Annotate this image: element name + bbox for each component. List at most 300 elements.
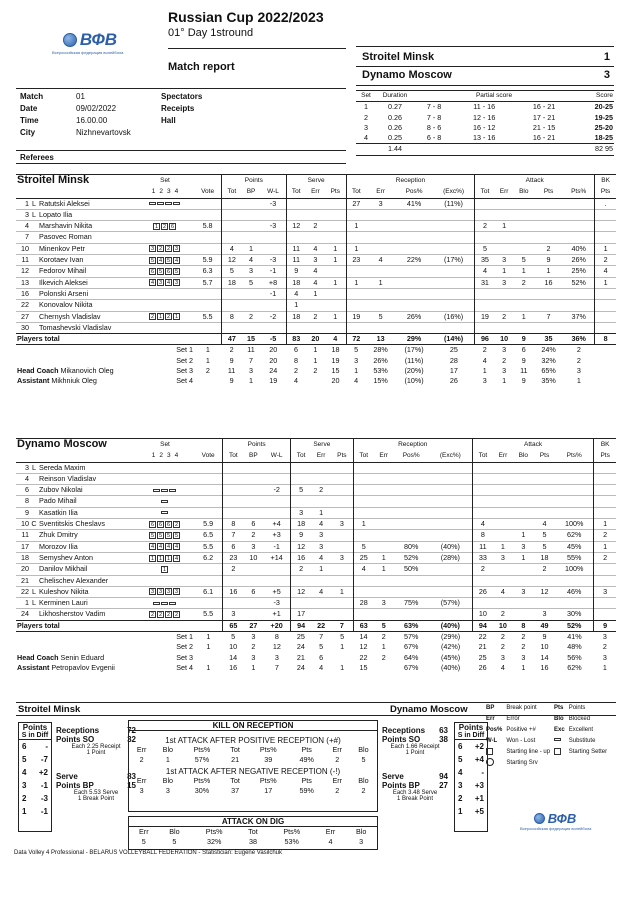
stat-cell	[311, 575, 331, 586]
points-won-cell: 67%	[404, 642, 419, 652]
stat-cell: 1	[333, 311, 338, 321]
stat-cell	[563, 232, 594, 243]
head-coach: Senin Eduard	[60, 652, 105, 662]
serve-header: Serve	[291, 439, 354, 452]
stat-cell	[534, 473, 555, 484]
stat-cell	[353, 609, 374, 620]
match-label: Match	[20, 92, 44, 101]
stat-cell	[291, 473, 312, 484]
stat-cell	[472, 485, 493, 496]
player-number: 8	[25, 496, 29, 506]
stat-cell	[433, 300, 475, 311]
stat-cell: 9	[546, 255, 551, 265]
player-role	[30, 266, 38, 277]
total-cell: 4	[325, 334, 346, 345]
summary-cell: Blo	[358, 775, 369, 785]
stat-cell: 1	[500, 541, 505, 551]
points-won-cell: 1	[251, 662, 256, 672]
points-header: Points	[222, 175, 286, 188]
points-won-cell: (17%)	[404, 345, 424, 355]
stat-cell: -3	[273, 598, 280, 608]
points-header: Points	[223, 439, 291, 452]
stat-cell	[555, 496, 594, 507]
stat-cell	[263, 564, 290, 575]
stat-cell	[331, 496, 353, 507]
total-cell: 94	[472, 620, 493, 631]
stat-cell: -2	[273, 485, 280, 495]
player-number: 1	[25, 598, 29, 608]
rotation-number: 1	[458, 807, 463, 816]
stat-cell	[563, 300, 594, 311]
points-won-cell: 8	[274, 632, 279, 642]
result-team1: Stroitel Minsk	[362, 51, 435, 63]
stat-cell: 1	[595, 243, 616, 254]
player-number: 22	[21, 586, 29, 596]
stat-cell	[429, 575, 472, 586]
rotation-number: 3	[22, 781, 27, 790]
player-number: 11	[21, 255, 29, 265]
stat-cell	[331, 564, 353, 575]
stat-cell: 25	[353, 552, 374, 563]
stat-cell: 3	[381, 598, 386, 608]
player-name: Marshavin Nikita	[39, 221, 93, 231]
points-won-cell: 7	[319, 632, 324, 642]
stat-cell: 2	[249, 311, 254, 321]
left-each3: Each 5.53 Serve	[73, 790, 119, 796]
player-number: 11	[21, 530, 29, 540]
starting-lineup-icon: 5	[166, 532, 171, 539]
stat-cell: 6	[251, 519, 256, 529]
points-won-cell: 41%	[567, 632, 582, 642]
stat-cell: 52%	[404, 552, 419, 562]
starting-lineup-icon: 2	[166, 246, 171, 253]
stat-cell	[514, 288, 534, 299]
player-row	[16, 586, 616, 597]
head-coach-label: Head Coach	[17, 652, 59, 662]
stat-cell	[594, 473, 616, 484]
stat-cell: 1	[333, 255, 338, 265]
stat-cell	[495, 243, 514, 254]
stat-cell: 3	[339, 552, 344, 562]
stat-cell: 41%	[406, 198, 422, 208]
total-cell: 63%	[394, 620, 429, 631]
stat-cell: 3	[251, 541, 256, 551]
stat-cell	[286, 209, 306, 220]
stat-cell	[263, 496, 290, 507]
player-name: Semyshev Anton	[39, 552, 93, 562]
set-markers	[149, 587, 181, 596]
summary-cell: 38	[248, 837, 257, 847]
total-cell: +20	[263, 620, 290, 631]
stat-cell: 27	[346, 198, 366, 209]
stat-cell: (57%)	[440, 598, 460, 608]
left-serve: 83	[127, 772, 136, 781]
col-pos: Pos%	[395, 187, 433, 198]
player-role	[30, 322, 38, 333]
stat-cell: 4	[500, 586, 505, 596]
stat-cell	[374, 507, 394, 518]
stat-cell: 8	[472, 530, 493, 541]
points-won-cell: Set 3	[176, 652, 193, 662]
stat-cell	[374, 519, 394, 530]
stat-cell	[514, 209, 534, 220]
players-total-label: Players total	[16, 620, 223, 631]
right-serve: 94	[439, 772, 448, 781]
stat-cell	[534, 485, 555, 496]
stat-cell	[534, 209, 563, 220]
legend-key	[484, 746, 504, 757]
col-pts: Pts	[325, 187, 346, 198]
stat-cell	[194, 473, 223, 484]
stat-cell	[433, 209, 475, 220]
stat-cell	[242, 221, 261, 232]
points-won-cell: 4	[293, 376, 298, 386]
set-markers	[149, 609, 181, 618]
stat-cell: 7	[223, 530, 244, 541]
col-bp: BP	[242, 187, 261, 198]
points-won-cell: 3	[500, 652, 505, 662]
starting-setter-icon	[554, 748, 561, 755]
stat-cell	[594, 564, 616, 575]
starting-server-icon	[486, 758, 494, 766]
match-city: Nizhnevartovsk	[76, 128, 131, 137]
left-pointsso-label: Points SO	[56, 735, 95, 744]
points-won-row	[16, 663, 616, 673]
points-won-cell: 14	[359, 632, 368, 642]
stat-cell: 3	[594, 586, 616, 597]
city-label: City	[20, 128, 36, 137]
points-won-cell: 2	[521, 642, 526, 652]
stat-cell	[286, 322, 306, 333]
player-role	[30, 575, 38, 586]
player-number: 10	[21, 243, 29, 253]
stat-cell	[194, 243, 222, 254]
stat-cell: 3	[521, 586, 526, 596]
summary-cell: 39	[264, 755, 273, 765]
stat-cell	[194, 198, 222, 209]
stat-cell: 11	[472, 541, 493, 552]
points-won-cell: 2	[502, 355, 507, 365]
stat-cell	[394, 586, 429, 597]
set-markers	[149, 255, 181, 264]
summary-cell: 2	[335, 785, 340, 795]
points-won-cell: 62%	[567, 662, 582, 672]
points-won-cell: 22	[478, 632, 487, 642]
stat-cell: 50%	[404, 564, 419, 574]
stat-cell: 1	[333, 277, 338, 287]
legend-key: Pos%	[486, 726, 503, 733]
points-won-cell	[194, 653, 223, 663]
starting-lineup-icon: 4	[158, 544, 163, 551]
stat-cell	[495, 198, 514, 209]
points-won-cell: 3	[602, 632, 607, 642]
starting-lineup-icon: 6	[170, 223, 175, 230]
stat-cell: 1	[381, 552, 386, 562]
set-number: 2	[159, 452, 163, 460]
stat-cell: 4	[313, 266, 318, 276]
points-won-cell: 4	[500, 662, 505, 672]
stat-cell: 1	[319, 507, 324, 517]
result-team2: Dynamo Moscow	[362, 69, 452, 81]
stat-cell	[325, 198, 346, 209]
stat-cell: 1	[346, 221, 366, 232]
points-won-row	[16, 345, 616, 356]
player-number: 3	[25, 209, 29, 219]
total-cell: 49	[534, 620, 555, 631]
rotation-diff: -	[45, 742, 48, 751]
summary-cell: Pts%	[193, 745, 211, 754]
stat-cell: 40%	[571, 243, 586, 253]
match-time: 16.00.00	[76, 116, 108, 125]
player-name: Chernysh Vladislav	[39, 311, 101, 321]
stat-cell: 75%	[404, 598, 419, 608]
stat-cell: 2	[223, 564, 244, 575]
player-row	[16, 221, 616, 232]
player-role: C	[31, 519, 37, 529]
substitute-icon	[157, 202, 164, 205]
stat-cell	[475, 300, 495, 311]
set-cell: 16 - 21	[532, 133, 556, 143]
set-cell: 0.26	[388, 122, 402, 132]
points-won-row	[16, 366, 616, 376]
legend-key	[552, 735, 567, 746]
stat-cell: 1	[313, 288, 318, 298]
stat-cell	[395, 209, 433, 220]
set-cell: 1	[364, 102, 368, 112]
right-each2: 1 Point	[405, 750, 425, 756]
stat-cell	[513, 598, 534, 609]
points-won-cell: 8	[293, 355, 298, 365]
stat-cell	[331, 530, 353, 541]
stat-cell: 3	[319, 541, 324, 551]
player-number: 13	[21, 277, 29, 287]
stat-cell	[263, 507, 290, 518]
stat-cell: 30%	[567, 609, 582, 619]
stat-cell: 1	[286, 300, 306, 311]
total-cell: 94	[291, 620, 312, 631]
stat-cell	[291, 575, 312, 586]
substitute-icon	[165, 202, 172, 205]
player-row	[16, 507, 616, 518]
rotation-row	[455, 766, 487, 779]
logo-subtitle: Всероссийская федерация волейбола	[52, 50, 124, 55]
set-markers	[149, 266, 181, 275]
summary-cell: Pts%	[193, 775, 211, 785]
rotation-diff: -3	[40, 794, 48, 803]
col-tot: Tot	[472, 451, 493, 462]
starting-lineup-icon: 5	[174, 268, 179, 275]
date-label: Date	[20, 104, 38, 113]
stat-cell	[346, 209, 366, 220]
player-name: Kuleshov Nikita	[39, 586, 89, 596]
stat-cell: 3	[378, 198, 383, 208]
points-won-cell: 1	[576, 376, 581, 386]
stat-cell	[395, 243, 433, 254]
rotation-diff: +1	[474, 794, 484, 803]
set-row	[356, 113, 614, 123]
stat-cell: 1	[594, 519, 616, 530]
stat-cell	[495, 322, 514, 333]
rotation-row	[455, 792, 487, 805]
stat-cell: 18	[222, 277, 242, 288]
player-name: Ratutski Aleksei	[39, 198, 90, 208]
points-won-cell: 9	[521, 355, 526, 365]
points-won-cell: 4	[482, 355, 487, 365]
stat-cell	[429, 564, 472, 575]
logo-text-bottom: ВФВ	[547, 810, 577, 826]
stat-cell	[194, 288, 222, 299]
col-wl: W-L	[261, 187, 287, 198]
stat-cell: 2	[313, 221, 318, 231]
stat-cell	[595, 300, 616, 311]
summary-cell: 37	[231, 785, 240, 795]
starting-lineup-icon: 3	[174, 246, 179, 253]
col-tot: Tot	[223, 451, 244, 462]
points-won-cell: 3	[521, 652, 526, 662]
competition-title: Russian Cup 2022/2023	[168, 9, 324, 25]
starting-lineup-icon: 5	[158, 268, 163, 275]
points-won-cell: 3	[576, 366, 581, 376]
stat-cell	[331, 507, 353, 518]
rotation-diff: +2	[474, 742, 484, 751]
stat-cell	[555, 473, 594, 484]
stat-cell	[325, 322, 346, 333]
stat-cell: 2	[521, 277, 526, 287]
player-number: 18	[21, 552, 29, 562]
stat-cell	[374, 496, 394, 507]
stat-cell: -3	[269, 221, 277, 231]
substitute-icon	[153, 489, 160, 492]
col-blo: Blo	[514, 187, 534, 198]
stat-cell: 23	[223, 552, 244, 563]
summary-cell: Err	[332, 775, 343, 785]
points-won-row	[16, 653, 616, 663]
player-name: Ilkevich Aleksei	[39, 277, 88, 287]
set-markers	[149, 519, 181, 528]
stat-cell	[242, 300, 261, 311]
stat-cell	[311, 473, 331, 484]
rotation-number: 5	[22, 755, 27, 764]
sets-table	[356, 90, 614, 156]
right-each4: 1 Break Point	[396, 796, 434, 802]
stat-cell	[429, 519, 472, 530]
stat-cell: 12	[286, 221, 306, 232]
player-number: 12	[21, 266, 29, 276]
stat-cell: 4	[319, 586, 324, 596]
total-cell: 8	[595, 334, 616, 345]
player-number: 17	[21, 541, 29, 551]
rotation-diff: +2	[38, 768, 48, 777]
total-cell: 7	[331, 620, 353, 631]
player-row	[16, 209, 616, 220]
col-tot: Tot	[286, 187, 306, 198]
stat-cell: +14	[270, 552, 283, 562]
stat-cell	[353, 507, 374, 518]
set-markers	[161, 564, 169, 573]
rotation-row	[19, 766, 51, 779]
stat-cell: 1	[546, 266, 551, 276]
player-role	[30, 552, 38, 563]
set-row	[356, 133, 614, 144]
logo-subtitle-bottom: Всероссийская федерация волейбола	[520, 826, 592, 831]
total-cell: 8	[513, 620, 534, 631]
rotation-number: 2	[458, 794, 463, 803]
stat-cell: 5	[542, 541, 547, 551]
points-won-cell: 7	[274, 662, 279, 672]
points-won-cell: 9	[229, 355, 234, 365]
legend-value: Points	[568, 704, 586, 711]
stat-cell	[472, 575, 493, 586]
stat-cell	[353, 473, 374, 484]
set-markers	[161, 508, 169, 517]
substitute-icon	[169, 489, 176, 492]
stat-cell	[513, 519, 534, 530]
stat-cell	[331, 485, 353, 496]
starting-lineup-icon: 5	[150, 532, 155, 539]
starting-lineup-icon: 3	[150, 246, 155, 253]
player-number: 27	[21, 311, 29, 321]
stat-cell	[534, 221, 563, 232]
stat-cell	[243, 598, 263, 609]
points-won-cell: 17	[449, 366, 458, 376]
player-number: 21	[21, 575, 29, 585]
stat-cell	[374, 586, 394, 597]
summary-cell: 2	[361, 785, 366, 795]
stat-cell: 5	[353, 541, 374, 552]
col-err: Err	[306, 187, 325, 198]
summary-cell: 4	[328, 837, 333, 847]
points-won-cell: 1	[354, 366, 359, 376]
stat-cell: 2	[594, 530, 616, 541]
stat-cell: +1	[272, 609, 281, 619]
stat-cell	[495, 288, 514, 299]
points-won-cell: 1	[340, 642, 345, 652]
player-name: Morozov Ilia	[39, 541, 78, 551]
set-row	[356, 102, 614, 113]
rotation-number: 6	[458, 742, 463, 751]
starting-lineup-icon: 5	[166, 257, 171, 264]
stat-cell	[243, 564, 263, 575]
stat-cell: 46%	[567, 586, 582, 596]
left-points-label: Points	[22, 723, 48, 732]
stat-cell	[433, 322, 475, 333]
stat-cell	[325, 266, 346, 277]
points-won-cell: 10	[229, 642, 238, 652]
points-won-cell: 26	[478, 662, 487, 672]
stat-cell	[325, 209, 346, 220]
summary-cell: Pts	[301, 745, 312, 754]
stat-cell: 4	[313, 243, 318, 253]
stat-cell	[374, 530, 394, 541]
set-cell: 8 - 6	[426, 122, 442, 132]
stat-cell	[222, 221, 242, 232]
stat-cell: 3	[223, 609, 244, 620]
stat-cell	[563, 322, 594, 333]
stat-cell: 16	[544, 277, 553, 287]
federation-logo-bottom	[520, 806, 590, 830]
player-role: L	[32, 462, 36, 472]
points-won-cell: 2	[205, 366, 210, 376]
legend-value: Won - Lost	[506, 737, 536, 744]
rotation-diff: -7	[40, 755, 48, 764]
player-row	[16, 462, 616, 473]
points-won-cell: 2	[576, 345, 581, 355]
col-tot: Tot	[222, 187, 242, 198]
stat-cell	[223, 462, 244, 473]
total-cell: 72	[346, 334, 366, 345]
points-won-cell: 1	[381, 642, 386, 652]
stat-cell	[493, 519, 513, 530]
